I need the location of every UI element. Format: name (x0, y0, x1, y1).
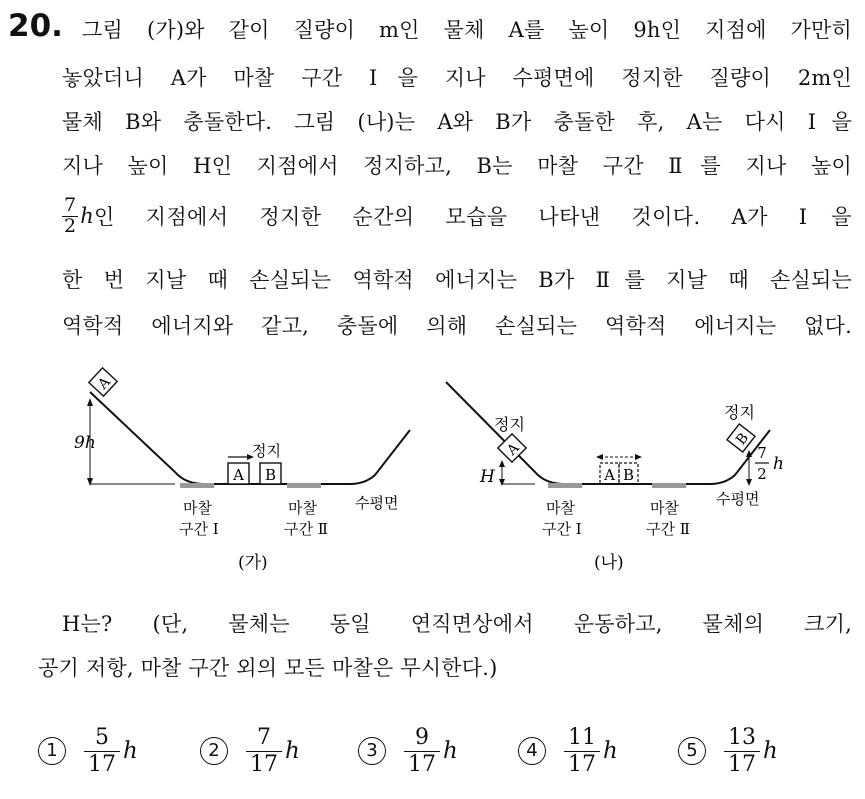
choice-5-fraction: $\frac{13}{17}$ (724, 725, 760, 777)
dashed-block-b-label: B (622, 466, 635, 484)
surface-label-ga: 수평면 (355, 494, 399, 512)
friction1-label-ga-2: 구간 Ⅰ (179, 520, 219, 538)
choice-1-mark: 1 (38, 737, 66, 765)
choice-4-mark: 4 (518, 737, 546, 765)
height-b-var: h (773, 454, 784, 474)
choice-2-fraction: $\frac{7}{17}$ (246, 725, 282, 777)
ask-line-1: H는? (단, 물체는 동일 연직면상에서 운동하고, 물체의 크기, (62, 612, 852, 636)
choice-2-mark: 2 (200, 737, 228, 765)
stop-b-label: 정지 (724, 403, 755, 422)
inline-fraction-var: h (80, 204, 95, 229)
surface-label-na: 수평면 (716, 490, 760, 508)
height-label-ga: 9h (74, 433, 96, 453)
friction2-label-ga-1: 마찰 (288, 499, 317, 517)
friction-zone-2-ga (287, 483, 321, 488)
choice-5[interactable]: 5 $\frac{13}{17}$ h (678, 715, 778, 787)
question-line-6: 한 번 지날 때 손실되는 역학적 에너지는 B가 Ⅱ를 지날 때 손실되는 (62, 268, 852, 292)
choice-3[interactable]: 3 $\frac{9}{17}$ h (358, 715, 458, 787)
friction-zone-2-na (652, 483, 686, 488)
friction2-label-na-2: 구간 Ⅱ (646, 520, 690, 538)
caption-na: (나) (594, 553, 624, 573)
friction1-label-na-1: 마찰 (546, 499, 575, 517)
block-b-stopped (727, 424, 755, 452)
answer-choices (38, 715, 858, 787)
stop-label-ga: 정지 (252, 442, 281, 460)
question-line-7: 역학적 에너지와 같고, 충돌에 의해 손실되는 역학적 에너지는 없다. (62, 314, 852, 338)
inline-fraction: $\frac{7}{2}$ (64, 194, 77, 237)
question-line-5 (62, 196, 852, 237)
track-ga (90, 392, 410, 484)
height-b-num: 7 (757, 444, 767, 462)
choice-3-fraction: $\frac{9}{17}$ (404, 725, 440, 777)
figure-na (430, 362, 830, 577)
block-a-ga-label: A (233, 466, 244, 484)
choice-3-mark: 3 (358, 737, 386, 765)
question-line-3: 물체 B와 충돌한다. 그림 (나)는 A와 B가 충돌한 후, A는 다시 Ⅰ을 (62, 110, 852, 134)
friction1-label-na-2: 구간 Ⅰ (542, 520, 582, 538)
dashed-block-a-label: A (604, 466, 615, 484)
friction-zone-1-ga (180, 483, 214, 488)
question-line-2: 놓았더니 A가 마찰 구간 Ⅰ을 지나 수평면에 정지한 질량이 2m인 (62, 66, 852, 90)
question-line-1: 그림 (가)와 같이 질량이 m인 물체 A를 높이 9h인 지점에 가만히 (82, 18, 852, 42)
friction2-label-na-1: 마찰 (650, 499, 679, 517)
friction2-label-ga-2: 구간 Ⅱ (284, 520, 328, 538)
question-line-4: 지나 높이 H인 지점에서 정지하고, B는 마찰 구간 Ⅱ를 지나 높이 (62, 154, 852, 178)
height-h-label: H (480, 467, 495, 487)
height-b-den: 2 (757, 465, 767, 483)
question-number: 20. (8, 8, 63, 44)
block-a-initial (89, 368, 117, 396)
caption-ga: (가) (238, 553, 268, 573)
question-line-5-text: 인 지점에서 정지한 순간의 모습을 나타낸 것이다. A가 Ⅰ을 (94, 205, 852, 230)
friction1-label-ga-1: 마찰 (183, 499, 212, 517)
choice-1-fraction: $\frac{5}{17}$ (84, 725, 120, 777)
svg-text:A: A (95, 374, 114, 393)
choice-5-mark: 5 (678, 737, 706, 765)
friction-zone-1-na (548, 483, 582, 488)
choice-1[interactable]: 1 $\frac{5}{17}$ h (38, 715, 138, 787)
svg-text:B: B (733, 430, 753, 449)
choice-4[interactable]: 4 $\frac{11}{17}$ h (518, 715, 618, 787)
figure-ga (70, 362, 430, 577)
svg-text:A: A (504, 440, 523, 459)
choice-2[interactable]: 2 $\frac{7}{17}$ h (200, 715, 300, 787)
choice-4-fraction: $\frac{11}{17}$ (564, 725, 600, 777)
block-b-ga-label: B (264, 466, 277, 484)
stop-a-label: 정지 (494, 415, 525, 434)
ask-line-2: 공기 저항, 마찰 구간 외의 모든 마찰은 무시한다.) (38, 656, 498, 680)
